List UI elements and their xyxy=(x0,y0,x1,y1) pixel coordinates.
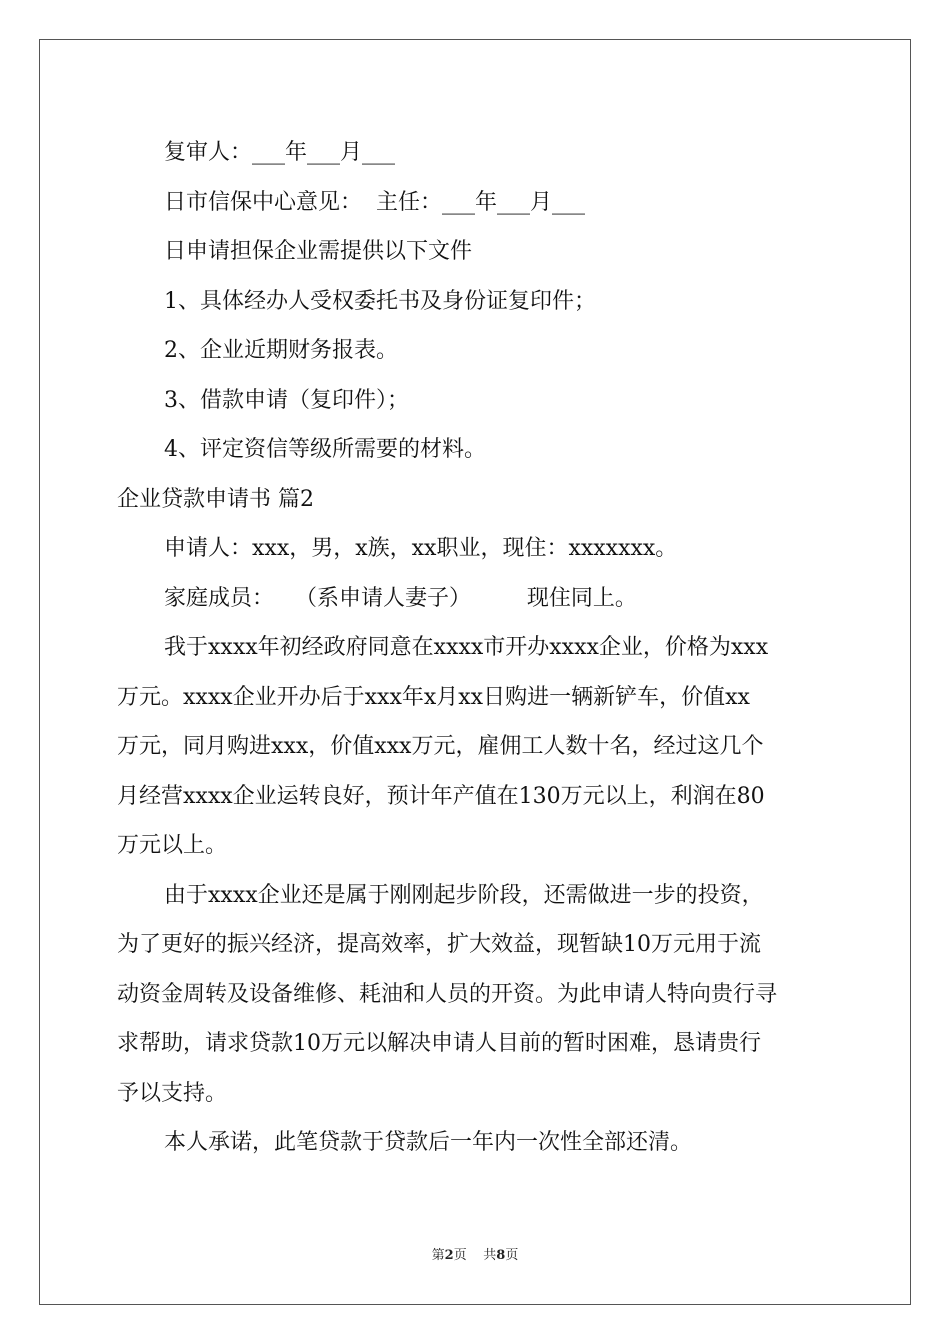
paragraph-line: 万元以上。 xyxy=(117,833,228,858)
document-body xyxy=(117,128,837,1168)
file-item-2: 2、企业近期财务报表。 xyxy=(164,338,398,363)
paragraph-line: 我于xxxx年初经政府同意在xxxx市开办xxxx企业，价格为xxx xyxy=(164,635,769,660)
total-suffix: 页 xyxy=(505,1248,519,1263)
paragraph-line: 为了更好的振兴经济，提高效率，扩大效益，现暂缺10万元用于流 xyxy=(117,932,761,957)
section-heading: 企业贷款申请书 篇2 xyxy=(117,486,314,512)
total-prefix: 共 xyxy=(483,1248,497,1263)
paragraph-line: 动资金周转及设备维修、耗油和人员的开资。为此申请人特向贵行寻 xyxy=(117,981,778,1007)
promise-line: 本人承诺，此笔贷款于贷款后一年内一次性全部还清。 xyxy=(164,1130,693,1155)
required-files-heading: 日申请担保企业需提供以下文件 xyxy=(164,239,473,264)
reviewer-line: 复审人：___年___月___ xyxy=(164,140,396,165)
family-line: 家庭成员： （系申请人妻子） 现住同上。 xyxy=(164,585,637,611)
applicant-line: 申请人：xxx，男，x族，xx职业，现住：xxxxxxx。 xyxy=(164,536,678,561)
center-opinion-line: 日市信保中心意见： 主任：___年___月___ xyxy=(164,189,585,215)
paragraph-line: 万元，同月购进xxx，价值xxx万元，雇佣工人数十名，经过这几个 xyxy=(117,734,764,759)
total-pages: 8 xyxy=(496,1248,506,1263)
page-prefix: 第 xyxy=(431,1248,445,1263)
paragraph-line: 予以支持。 xyxy=(117,1080,228,1106)
page-footer xyxy=(0,1244,950,1263)
paragraph-line: 万元。xxxx企业开办后于xxx年x月xx日购进一辆新铲车，价值xx xyxy=(117,684,750,710)
page-suffix: 页 xyxy=(453,1248,467,1263)
file-item-4: 4、评定资信等级所需要的材料。 xyxy=(164,437,486,462)
paragraph-line: 由于xxxx企业还是属于刚刚起步阶段，还需做进一步的投资， xyxy=(164,882,764,908)
file-item-1: 1、具体经办人受权委托书及身份证复印件； xyxy=(164,288,596,314)
file-item-3: 3、借款申请（复印件）； xyxy=(164,387,409,413)
page-number: 2 xyxy=(444,1248,454,1263)
paragraph-line: 月经营xxxx企业运转良好，预计年产值在130万元以上，利润在80 xyxy=(117,783,765,809)
paragraph-line: 求帮助，请求贷款10万元以解决申请人目前的暂时困难，恳请贵行 xyxy=(117,1031,761,1056)
